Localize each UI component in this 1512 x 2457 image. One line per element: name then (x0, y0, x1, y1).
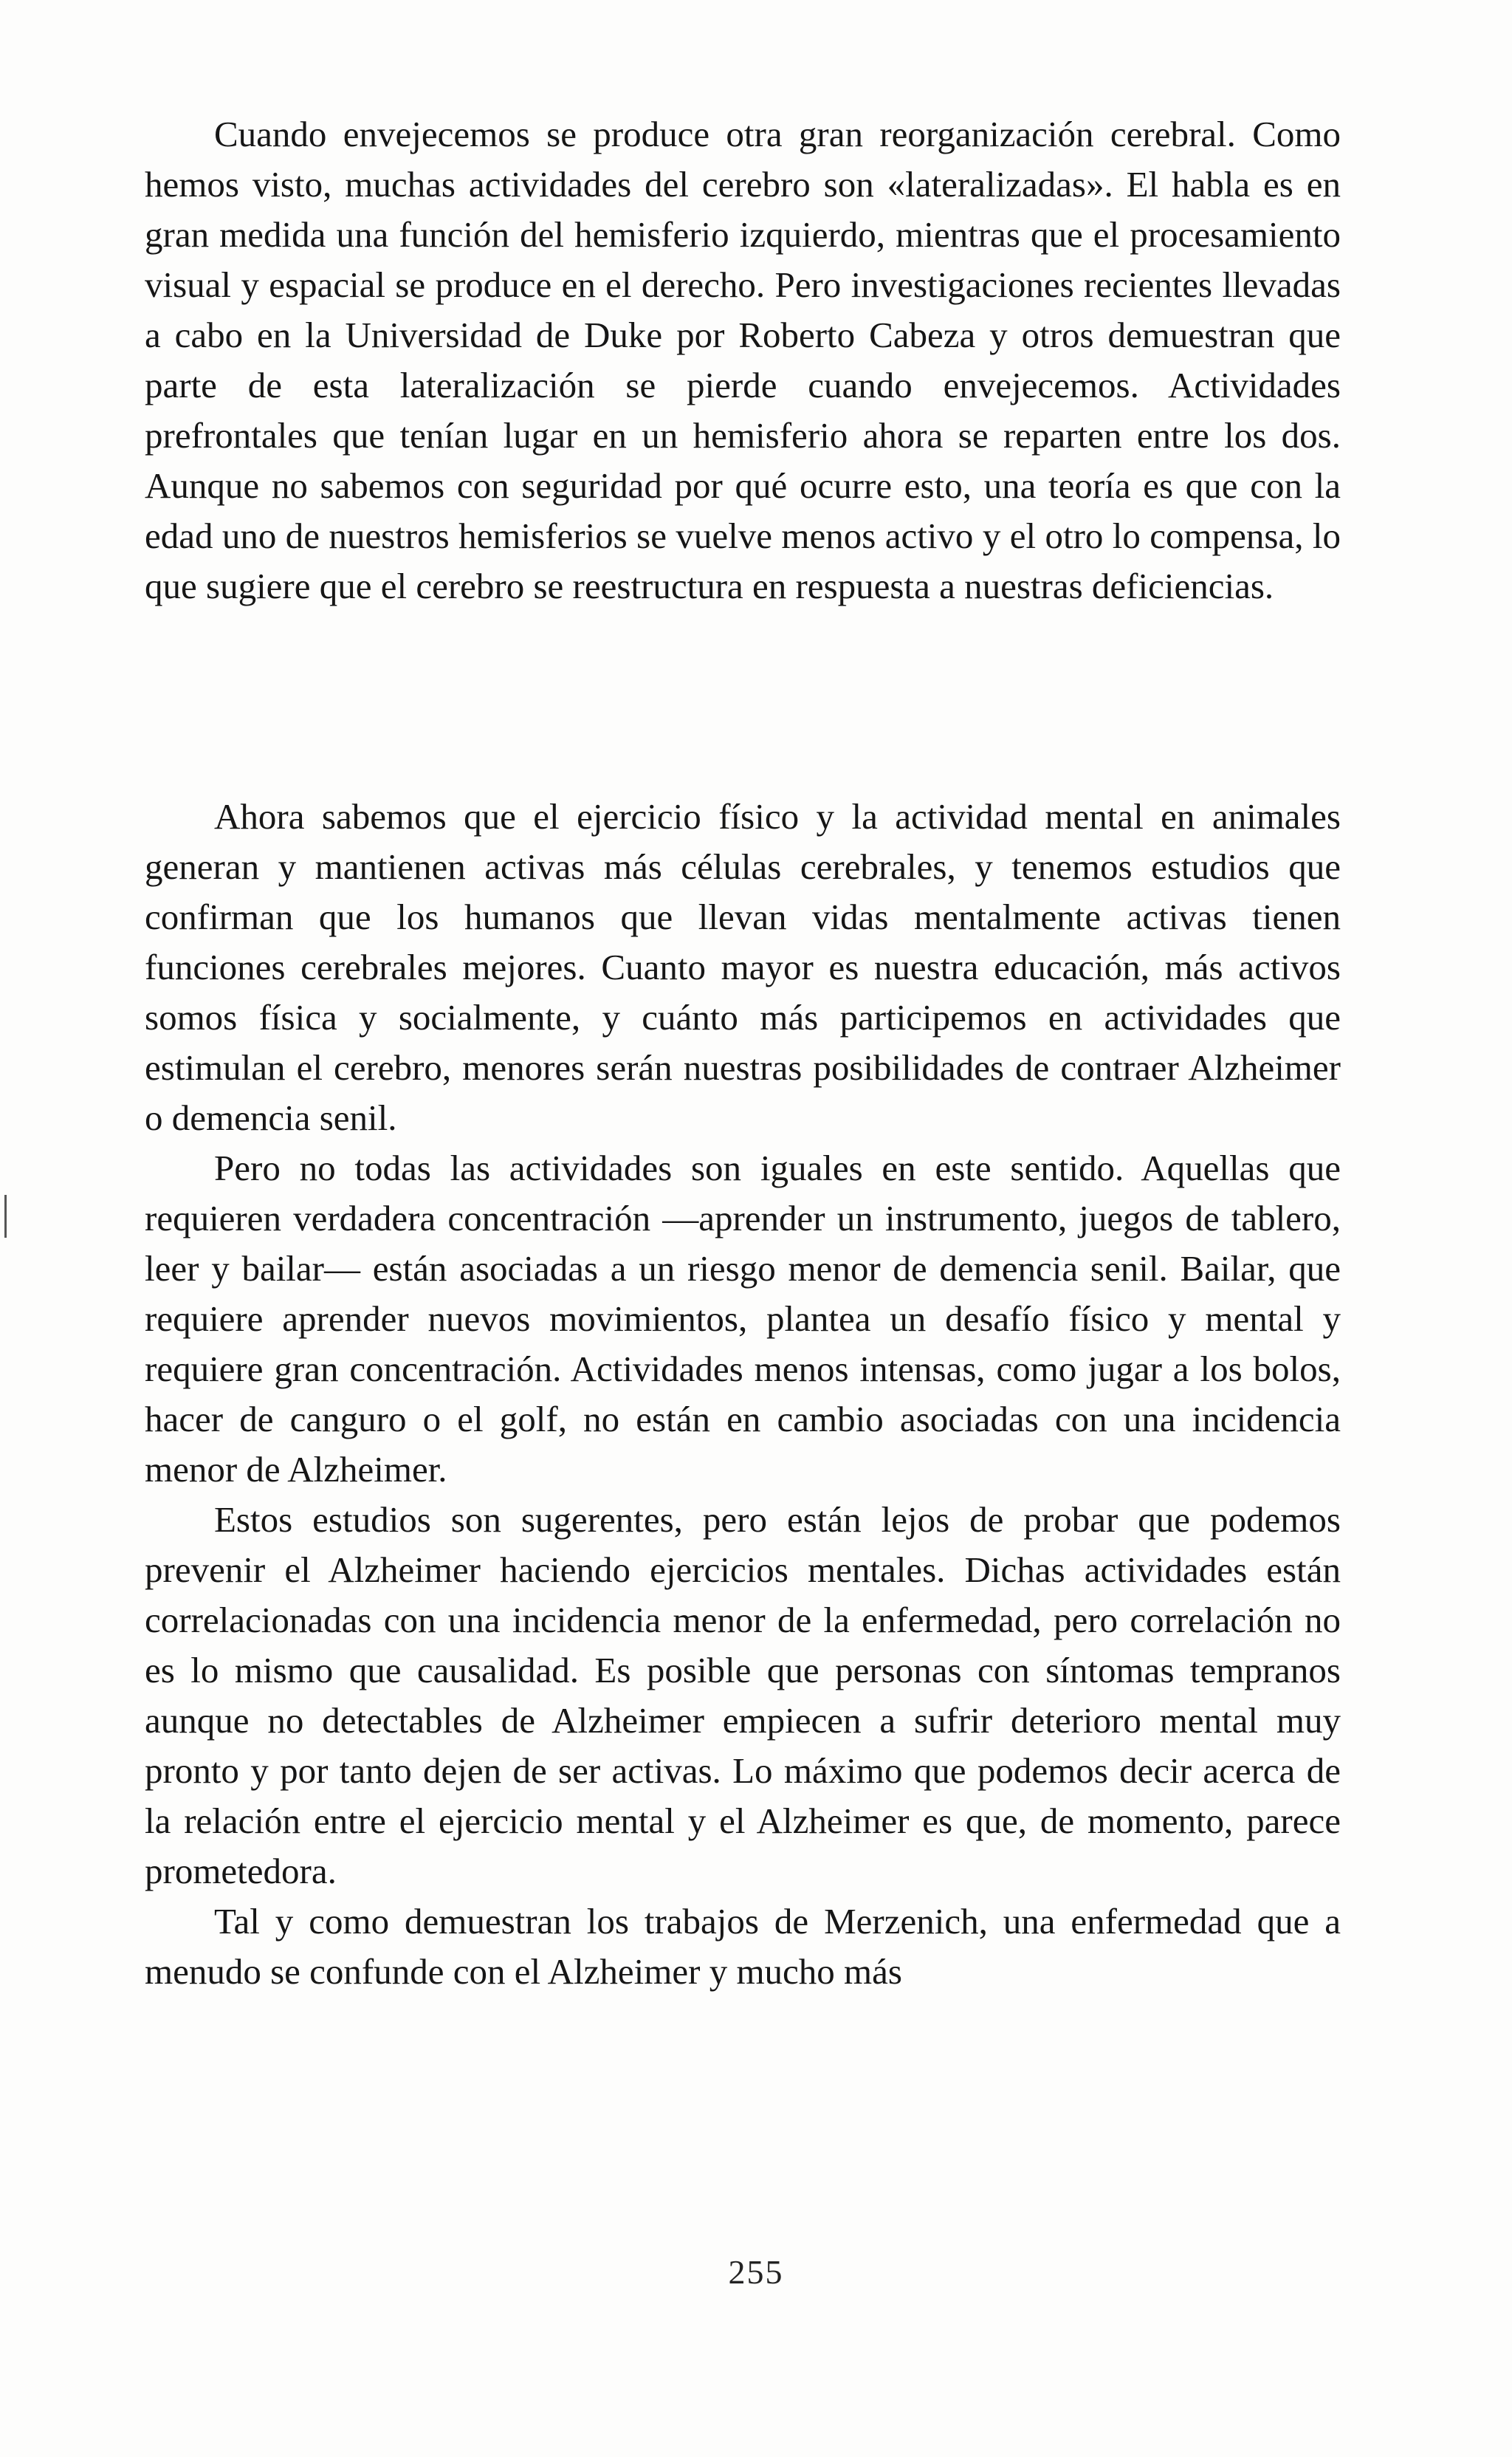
paragraph: Pero no todas las actividades son iguales en este sentido. Aquellas que requieren verdadera concentración —aprender un instrumento, juegos de tablero, leer y bailar— están asociadas a un riesgo menor de demencia senil. Bailar, que requiere aprender nuevos movimientos, plantea un desafío físico y mental y requiere gran concentración. Actividades menos intensas, como jugar a los bolos, hacer de canguro o el golf, no están en cambio asociadas con una incidencia menor de Alzheimer. (145, 1148, 1341, 1490)
margin-mark (4, 1195, 7, 1238)
paragraph: Tal y como demuestran los trabajos de Merzenich, una enfermedad que a menudo se confunde con el Alzheimer y mucho más (145, 1901, 1341, 1992)
paragraph: Cuando envejecemos se produce otra gran reorganización cerebral. Como hemos visto, muchas actividades del cerebro son «lateralizadas». El habla es en gran medida una función del hemisferio izquierdo, mientras que el procesamiento visual y espacial se produce en el derecho. Pero investigaciones recientes llevadas a cabo en la Universidad de Duke por Roberto Cabeza y otros demuestran que parte de esta lateralización se pierde cuando envejecemos. Actividades prefrontales que tenían lugar en un hemisferio ahora se reparten entre los dos. Aunque no sabemos con seguridad por qué ocurre esto, una teoría es que con la edad uno de nuestros hemisferios se vuelve menos activo y el otro lo compensa, lo que sugiere que el cerebro se reestructura en respuesta a nuestras deficiencias. (145, 114, 1341, 606)
text-section-1 (145, 109, 1341, 611)
text-section-2 (145, 792, 1341, 1997)
paragraph: Ahora sabemos que el ejercicio físico y la actividad mental en animales generan y mantienen activas más células cerebrales, y tenemos estudios que confirman que los humanos que llevan vidas mentalmente activas tienen funciones cerebrales mejores. Cuanto mayor es nuestra educación, más activos somos física y socialmente, y cuánto más participemos en actividades que estimulan el cerebro, menores serán nuestras posibilidades de contraer Alzheimer o demencia senil. (145, 796, 1341, 1138)
page-number: 255 (728, 2253, 784, 2291)
paragraph: Estos estudios son sugerentes, pero están lejos de probar que podemos prevenir el Alzheimer haciendo ejercicios mentales. Dichas actividades están correlacionadas con una incidencia menor de la enfermedad, pero correlación no es lo mismo que causalidad. Es posible que personas con síntomas tempranos aunque no detectables de Alzheimer empiecen a sufrir deterioro mental muy pronto y por tanto dejen de ser activas. Lo máximo que podemos decir acerca de la relación entre el ejercicio mental y el Alzheimer es que, de momento, parece prometedora. (145, 1499, 1341, 1891)
